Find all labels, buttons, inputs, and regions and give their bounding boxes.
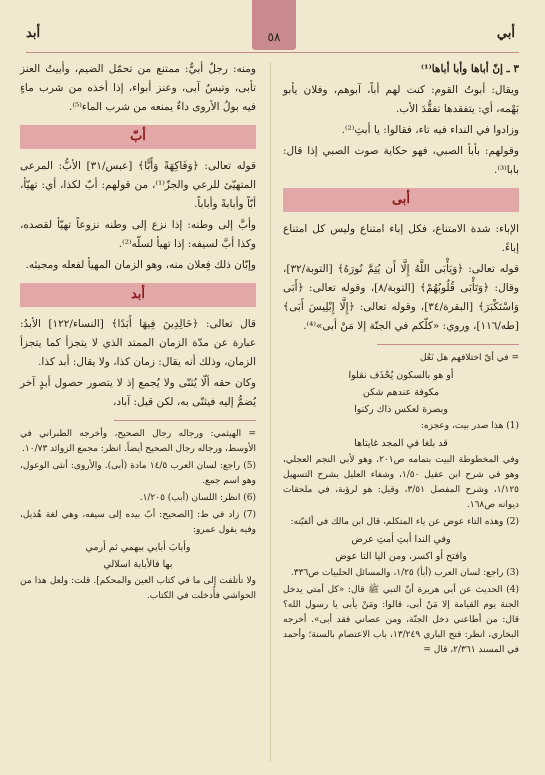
paragraph: قوله تعالى: ﴿وَيَأْبَى اللَّهُ إِلَّا أَن يُتِمَّ نُورَهُ﴾ [التوبة/٣٢]، وقال: ﴿وَتَأْبَى قُلُوبُهُمْ﴾ [التوبة/٨]، وقوله تعالى: ﴿أَبَى وَاسْتَكْبَرَ﴾ [البقرة/٣٤]، وقوله تعالى: ﴿إِلَّا إِبْلِيسَ أَبَى﴾ [طه/١١٦]، وروي: «كلّكم في الجنّة إلا مَنْ أبى»⁽⁴⁾. — [283, 263, 519, 332]
entry-heading-band — [20, 283, 256, 307]
entry-heading: أبد — [130, 287, 146, 302]
entry-heading-band — [283, 188, 519, 212]
page-number-tab — [252, 0, 296, 50]
footnote-rule — [377, 344, 519, 345]
footnote: (4) الحديث عن أبي هريرة أنّ النبي ﷺ قال: «كل أمتي يدخل الجنة يوم القيامة إلا مَنْ أبى، قالوا: ومَنْ يأبى يا رسول الله؟ قال: من أطاعني دخل الجنّة، ومن عصاني فقد أبى». أخرجه البخاري، انظر: فتح الباري ١٣/٢٤٩، باب الاعتصام بالسنة؛ وأحمد في المسند ٢/٣٦١، قال = — [283, 585, 519, 655]
poem-line: قد بلغا في المجد غايتاها — [354, 438, 448, 449]
footnote: (7) زاد في ط: [الصحيح: أبّ بيده إلى سيفه، وهي لغة هُذيل، وفيه يقول عمرو: — [20, 510, 256, 535]
footnote: (3) راجع: لسان العرب (أبأ) ١/٢٥، والمسائل الحلبيات ص٣٣٦. — [290, 568, 519, 578]
right-column — [283, 60, 519, 660]
left-column — [20, 60, 256, 606]
footnotes — [20, 427, 256, 604]
paragraph: وأبَّ إلى وطنه: إذا نزع إلى وطنه نزوعاً تهيّأ لقصده، وكذا أبَّ لسيفه: إذا تهيأ لسلّه⁽²⁾. — [20, 219, 256, 250]
poem-line: وبصرة لعكس ذاك ركنوا — [354, 404, 448, 415]
header-left-word: أبد — [26, 26, 41, 41]
footnote-rule — [114, 420, 256, 421]
footnote: (6) انظر: اللسان (أبب) ١/٢٠٥. — [139, 493, 256, 503]
page-number: ٥٨ — [267, 30, 281, 44]
poem-line: أو هو بالسكون يُحْذَف نقلوا — [348, 370, 454, 381]
footnote: (5) راجع: لسان العرب ١٤/٥ مادة (أبى). والأروى: أنثى الوعول، وهو اسم جمع. — [20, 461, 256, 486]
paragraph: الإباء: شدة الامتناع، فكل إباء امتناع وليس كل امتناع إباءً. — [283, 223, 519, 254]
paragraph: قوله تعالى: ﴿وَفَاكِهَةً وَأَبًّا﴾ [عبس/٣١] الأبُّ: المرعى المتهيّئ للرعي والجزّ⁽¹⁾، من قولهم: أبّ لكذا، أي: تهيّأ، أبّاً وأبابةً وأباباً. — [20, 160, 256, 210]
verse-line: ٣ ـ إنّ أباها وأبا أباها⁽¹⁾ — [420, 63, 519, 75]
poem-line: مكوفة عندهم شكن — [362, 387, 440, 398]
paragraph: قال تعالى: ﴿خَالِدِينَ فِيهَا أَبَدًا﴾ [النساء/١٢٢] الأبدُ: عبارة عن مدّة الزمان الممتد الذي لا يتجزأ كما يتجزأ الزمان، وذلك أنه يقال: زمان كذا، ولا يقال: أبد كذا. — [20, 318, 257, 368]
paragraph: وزادوا في النداء فيه تاء، فقالوا: يا أبتِ⁽²⁾. — [341, 124, 519, 136]
footnotes — [283, 351, 519, 658]
entry-heading: أبّ — [130, 129, 146, 144]
poem-line: وفي الندا أبتِ أمتِ عرض — [351, 534, 451, 545]
footnote: ولا تأتلفت إلى ما في كتاب العين والمحكم]. قلت: ولعل هذا من الحواشي فأُدخلت في الكتاب. — [20, 576, 256, 601]
running-header — [0, 0, 545, 50]
header-rule — [26, 52, 519, 53]
footnote-line: = في أيّ اختلافهم هل نَعُل — [419, 353, 519, 363]
poem-line: بها فالأبابة اسلالي — [103, 559, 173, 570]
footnote: = الهيثمي: ورجاله رجال الصحيح، وأخرجه الطبراني في الأوسط، ورجاله رجال الصحيح أيضاً. انظر: مجمع الزوائد ١٠/٧٣. — [20, 429, 256, 454]
header-right-word: أبي — [496, 26, 515, 41]
entry-heading: أبى — [391, 192, 411, 207]
footnote: وفي المخطوطة البيت بتمامه ص٢٠١، وهو لأبي النجم العجلي، وهو في شرح ابن عقيل ١/٥٠، وشفاء العليل بشرح التسهيل ١/١٢٥، وشرح المفصل ٣/٥١، وقيل: هو لرؤبة، في ملحقات ديوانه ص١٦٨. — [283, 455, 519, 510]
paragraph: وإبّان ذلك فِعلان منه، وهو الزمان المهيأ لفعله ومجيئه. — [25, 259, 256, 271]
footnote: (1) هذا صدر بيت، وعجزه: — [420, 421, 519, 431]
column-divider — [270, 62, 271, 762]
footnote: (2) وهذه التاء عوض عن ياء المتكلم، قال ابن مالك في ألفيّته: — [290, 517, 519, 527]
paragraph: ومنه: رجلٌ أبيٌّ: ممتنع من تحمّل الضيم، وأبيتُ العنز تأبى، وتيسٌ آبى، وعنز أبواء، إذا أخذه من شرب ماءٍ فيه بولُ الأروى داءٌ يمنعه من شرب الماء⁽⁵⁾. — [20, 63, 256, 113]
poem-line: وأبابَ أبابي ببهمي ثم أرمي — [85, 542, 191, 553]
entry-heading-band — [20, 125, 256, 149]
poem-line: وافتح أو اكسر، ومن اليا التا عوض — [335, 551, 467, 562]
paragraph: ويقال: أبوتُ القوم: كنت لهم أباً، آبوهم، وفلان يأبو بَهْمه، أي: يتفقدها تفقُّدَ الأب. — [283, 84, 519, 115]
paragraph: وقولهم: بأبأ الصبي، فهو حكاية صوت الصبي إذا قال: بابا⁽³⁾. — [283, 145, 519, 176]
paragraph: وكان حقه ألّا يُثنّى ولا يُجمع إذ لا يتصور حصول أبدٍ آخر يُضمُّ إليه فيثنّى به، لكن قيل: آباد، — [20, 377, 256, 408]
